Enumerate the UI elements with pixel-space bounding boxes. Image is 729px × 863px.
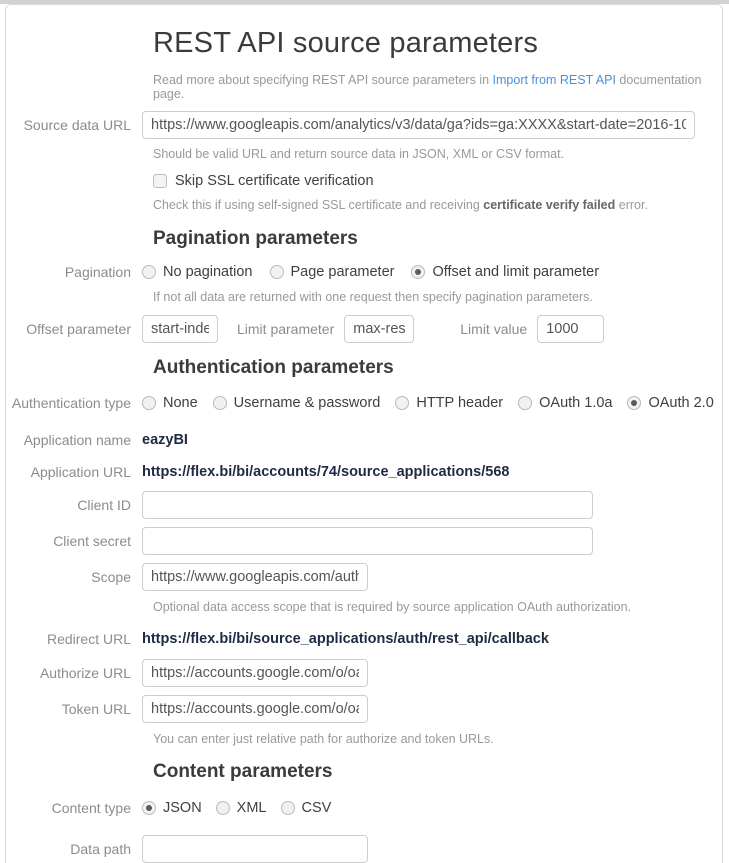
auth-option-oauth-10a[interactable]: OAuth 1.0a bbox=[518, 395, 612, 411]
client-secret-input[interactable] bbox=[142, 527, 593, 555]
radio-offset-and-limit[interactable] bbox=[411, 265, 425, 279]
import-from-rest-api-link[interactable]: Import from REST API bbox=[492, 73, 616, 87]
application-url-label: Application URL bbox=[30, 464, 131, 480]
pagination-radio-group bbox=[142, 264, 599, 280]
token-url-input[interactable] bbox=[142, 695, 368, 723]
source-parameters-card bbox=[5, 4, 723, 863]
radio-http-header[interactable] bbox=[395, 396, 409, 410]
data-path-label: Data path bbox=[70, 841, 131, 857]
auth-option-none[interactable]: None bbox=[142, 395, 198, 411]
auth-url-help: You can enter just relative path for authorize and token URLs. bbox=[153, 732, 494, 746]
source-url-help: Should be valid URL and return source data in JSON, XML or CSV format. bbox=[153, 147, 565, 161]
authorize-url-label: Authorize URL bbox=[39, 665, 131, 681]
content-option-xml[interactable]: XML bbox=[216, 800, 267, 816]
skip-ssl-checkbox[interactable] bbox=[153, 174, 167, 188]
content-type-radio-group bbox=[142, 800, 331, 816]
skip-ssl-label[interactable]: Skip SSL certificate verification bbox=[175, 173, 374, 189]
application-name-label: Application name bbox=[23, 432, 131, 448]
page-title: REST API source parameters bbox=[153, 27, 539, 59]
redirect-url-value: https://flex.bi/bi/source_applications/auth/rest_api/callback bbox=[142, 631, 549, 647]
client-id-input[interactable] bbox=[142, 491, 593, 519]
ssl-help: Check this if using self-signed SSL certificate and receiving certificate verify failed error. bbox=[153, 198, 648, 212]
token-url-label: Token URL bbox=[61, 701, 131, 717]
radio-oauth-10a[interactable] bbox=[518, 396, 532, 410]
auth-option-username-password[interactable]: Username & password bbox=[213, 395, 381, 411]
radio-oauth-20[interactable] bbox=[627, 396, 641, 410]
radio-username-password[interactable] bbox=[213, 396, 227, 410]
authentication-type-label: Authentication type bbox=[11, 395, 131, 411]
auth-option-http-header[interactable]: HTTP header bbox=[395, 395, 503, 411]
authorize-url-input[interactable] bbox=[142, 659, 368, 687]
scope-help: Optional data access scope that is required by source application OAuth authorization. bbox=[153, 600, 632, 614]
pagination-option-offset-limit[interactable]: Offset and limit parameter bbox=[411, 264, 599, 280]
content-heading: Content parameters bbox=[153, 761, 333, 782]
content-type-label: Content type bbox=[51, 800, 131, 816]
source-data-url-label: Source data URL bbox=[23, 117, 131, 133]
radio-no-pagination[interactable] bbox=[142, 265, 156, 279]
limit-value-label: Limit value bbox=[460, 321, 528, 337]
authentication-radio-group bbox=[142, 395, 714, 411]
radio-page-parameter[interactable] bbox=[270, 265, 284, 279]
radio-xml[interactable] bbox=[216, 801, 230, 815]
source-data-url-input[interactable] bbox=[142, 111, 695, 139]
pagination-help: If not all data are returned with one request then specify pagination parameters. bbox=[153, 290, 593, 304]
pagination-option-no-pagination[interactable]: No pagination bbox=[142, 264, 253, 280]
authentication-heading: Authentication parameters bbox=[153, 357, 394, 378]
pagination-option-page-parameter[interactable]: Page parameter bbox=[270, 264, 395, 280]
pagination-heading: Pagination parameters bbox=[153, 228, 358, 249]
intro-text: Read more about specifying REST API source parameters in Import from REST API documentation page. bbox=[153, 73, 702, 101]
auth-option-oauth-20[interactable]: OAuth 2.0 bbox=[627, 395, 713, 411]
limit-parameter-label: Limit parameter bbox=[237, 321, 335, 337]
data-path-input[interactable] bbox=[142, 835, 368, 863]
offset-parameter-label: Offset parameter bbox=[26, 321, 131, 337]
client-secret-label: Client secret bbox=[53, 533, 131, 549]
radio-none[interactable] bbox=[142, 396, 156, 410]
radio-json[interactable] bbox=[142, 801, 156, 815]
limit-parameter-input[interactable] bbox=[344, 315, 414, 343]
scope-label: Scope bbox=[91, 569, 131, 585]
content-option-json[interactable]: JSON bbox=[142, 800, 202, 816]
client-id-label: Client ID bbox=[77, 497, 131, 513]
content-option-csv[interactable]: CSV bbox=[281, 800, 332, 816]
redirect-url-label: Redirect URL bbox=[46, 631, 131, 647]
application-name-value: eazyBI bbox=[142, 432, 188, 448]
offset-parameter-input[interactable] bbox=[142, 315, 218, 343]
radio-csv[interactable] bbox=[281, 801, 295, 815]
limit-value-input[interactable] bbox=[537, 315, 604, 343]
pagination-label: Pagination bbox=[64, 264, 131, 280]
application-url-value: https://flex.bi/bi/accounts/74/source_applications/568 bbox=[142, 464, 510, 480]
scope-input[interactable] bbox=[142, 563, 368, 591]
